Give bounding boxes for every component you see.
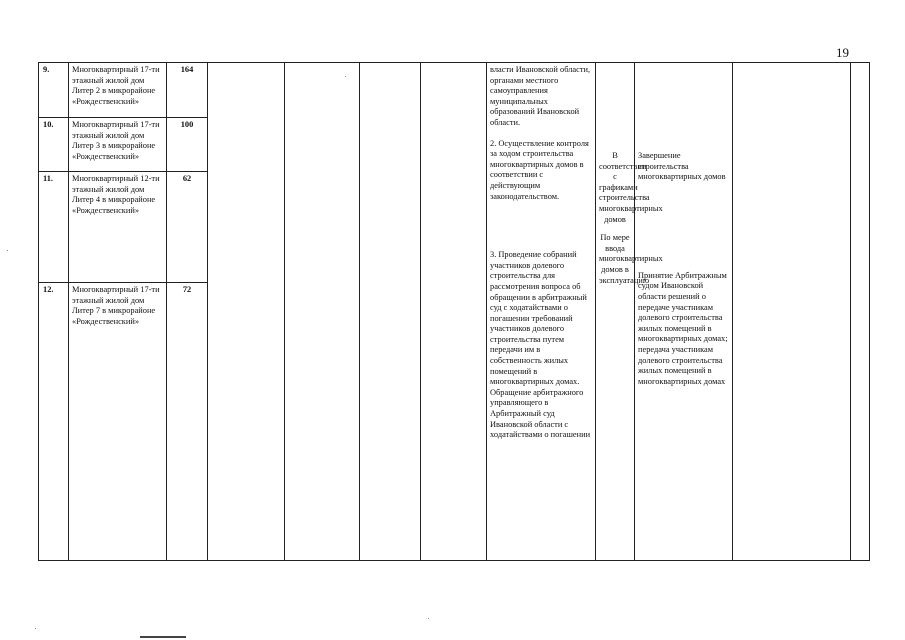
object-name: Многоквартирный 17-ти этажный жилой дом Литер 3 в микрорайоне «Рождественский»: [69, 118, 167, 172]
apartment-count: 62: [167, 172, 208, 283]
measure-continued: власти Ивановской области, органами местного самоуправления муниципальных образований Ивановской области.: [490, 65, 591, 127]
measure-control: 2. Осуществление контроля за ходом строительства многоквартирных домов в соответствии с действующим законодательством.: [490, 138, 589, 201]
empty-cell: [208, 63, 285, 561]
scan-speck: [345, 76, 346, 77]
result-court-decision: Принятие Арбитражным судом Ивановской области решений о передаче участникам долевого строительства жилых помещений в многоквартирных домах; передача участникам долевого строительства жилых помещений в многоквартирных домах: [638, 270, 728, 386]
deadline-commissioning: По мере ввода многоквартирных домов в эксплуатацию: [599, 233, 663, 285]
results-cell: [635, 63, 733, 561]
empty-cell: [285, 63, 360, 561]
empty-cell: [360, 63, 421, 561]
row-number: 11.: [39, 172, 69, 283]
apartment-count: 72: [167, 283, 208, 561]
measure-meetings: 3. Проведение собраний участников долевого строительства для рассмотрения вопроса об обращении в арбитражный суд с ходатайствами о погашении требований участников долевого строительства путем передачи им в собственность жилых помещений в многоквартирных домах.: [490, 250, 587, 387]
object-name: Многоквартирный 17-ти этажный жилой дом Литер 7 в микрорайоне «Рождественский»: [69, 283, 167, 561]
empty-cell: [851, 63, 870, 561]
apartment-count: 164: [167, 63, 208, 118]
page-number: 19: [836, 45, 849, 60]
scan-speck: [7, 250, 8, 251]
apartment-count: 100: [167, 118, 208, 172]
result-completion: Завершение строительства многоквартирных домов: [638, 151, 726, 182]
measures-cell: [487, 63, 596, 561]
scan-speck: [35, 628, 36, 629]
row-number: 12.: [39, 283, 69, 561]
table-row: [39, 63, 870, 118]
empty-cell: [421, 63, 487, 561]
row-number: 9.: [39, 63, 69, 118]
row-number: 10.: [39, 118, 69, 172]
deadline-schedule: В соответствии с графиками строительства многоквартирных домов: [599, 151, 663, 224]
deadlines-cell: [596, 63, 663, 561]
footer-rule: [140, 636, 186, 638]
object-name: Многоквартирный 12-ти этажный жилой дом Литер 4 в микрорайоне «Рождественский»: [69, 172, 167, 283]
housing-objects-table: [38, 62, 870, 561]
empty-cell: [733, 63, 851, 561]
object-name: Многоквартирный 17-ти этажный жилой дом Литер 2 в микрорайоне «Рождественский»: [69, 63, 167, 118]
measure-court-filing: Обращение арбитражного управляющего в Арбитражный суд Ивановской области с ходатайствами о погашении: [490, 387, 591, 440]
scan-speck: [428, 618, 429, 619]
